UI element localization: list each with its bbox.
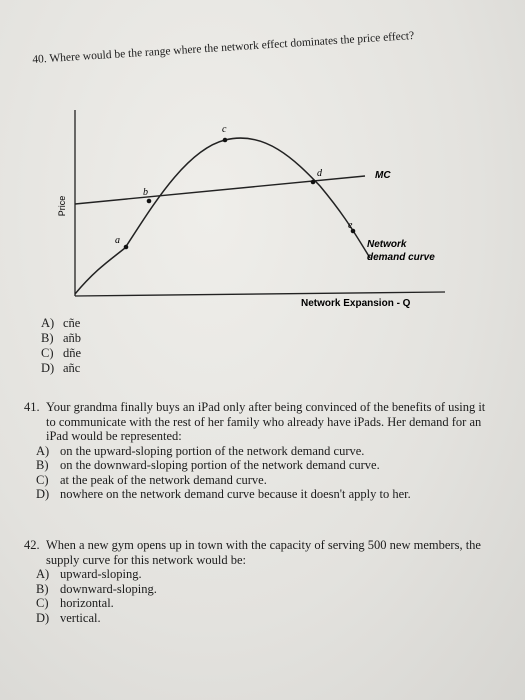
question-40-option-b[interactable] (41, 331, 81, 346)
question-42 (24, 538, 494, 625)
question-42-number: 42. (24, 538, 40, 552)
question-41-option-d[interactable] (36, 487, 494, 502)
option-text: horizontal. (60, 596, 114, 610)
point-a-label: a (115, 235, 120, 246)
point-d-label: d (317, 168, 322, 179)
question-41-option-b[interactable] (36, 458, 494, 473)
option-text: nowhere on the network demand curve because it doesn't apply to her. (60, 487, 411, 501)
chart-svg (55, 110, 475, 310)
question-42-prompt (24, 538, 494, 567)
point-d-marker (311, 180, 316, 185)
question-41-line-3: iPad would be represented: (46, 429, 182, 443)
option-letter: A) (36, 567, 50, 581)
question-41-line-2: to communicate with the rest of her family who already have iPads. Her demand for an (46, 414, 482, 429)
question-41 (24, 400, 494, 502)
question-41-text (46, 400, 494, 444)
question-42-text (46, 538, 494, 567)
question-42-option-c[interactable] (36, 596, 494, 611)
network-demand-curve (75, 138, 370, 294)
question-42-line-1: When a new gym opens up in town with the capacity of serving 500 new members, the (46, 538, 481, 552)
point-e-label: e (348, 220, 353, 231)
network-demand-chart (55, 110, 475, 310)
option-letter: D) (36, 610, 50, 625)
point-a-marker (124, 245, 129, 250)
question-40-prompt (32, 26, 472, 66)
option-letter: C) (36, 472, 49, 487)
option-letter: A) (36, 443, 50, 458)
point-b-label: b (143, 187, 148, 198)
question-40-option-a[interactable] (41, 316, 81, 331)
question-42-line-2: supply curve for this network would be: (46, 552, 246, 567)
option-text: downward-sloping. (60, 581, 157, 596)
point-c-marker (223, 138, 228, 143)
question-41-prompt (24, 400, 494, 444)
option-letter: D) (36, 487, 50, 501)
option-text: cñe (63, 316, 81, 330)
option-text: vertical. (60, 610, 101, 625)
question-41-line-1: Your grandma finally buys an iPad only after being convinced of the benefits of using it (46, 400, 486, 414)
question-40-text: Where would be the range where the network effect dominates the price effect? (49, 29, 415, 65)
option-letter: C) (36, 596, 49, 610)
option-text: on the downward-sloping portion of the network demand curve. (60, 458, 380, 472)
option-letter: C) (41, 346, 54, 360)
question-41-option-a[interactable] (36, 444, 494, 459)
option-letter: B) (36, 581, 49, 596)
question-42-option-a[interactable] (36, 567, 494, 582)
y-axis-label: Price (57, 195, 67, 217)
question-40-options (41, 316, 81, 376)
question-40-number: 40. (32, 53, 48, 66)
option-text: añb (63, 331, 82, 345)
x-axis-label: Network Expansion - Q (301, 298, 411, 309)
option-text: upward-sloping. (60, 567, 142, 581)
option-text: on the upward-sloping portion of the network demand curve. (60, 443, 365, 458)
option-text: at the peak of the network demand curve. (60, 472, 267, 487)
demand-label-line-1: Network (367, 239, 407, 250)
demand-label-line-2: demand curve (367, 252, 435, 263)
option-letter: B) (41, 331, 54, 345)
question-42-option-d[interactable] (36, 611, 494, 626)
question-42-option-b[interactable] (36, 582, 494, 597)
mc-label: MC (375, 170, 391, 181)
mc-line (75, 176, 365, 204)
point-b-marker (147, 199, 152, 204)
x-axis (75, 292, 445, 296)
point-c-label: c (222, 124, 227, 135)
option-letter: A) (41, 316, 55, 330)
option-letter: B) (36, 458, 49, 472)
option-letter: D) (41, 361, 55, 375)
question-40-option-d[interactable] (41, 361, 81, 376)
option-text: dñe (63, 346, 82, 360)
option-text: añc (63, 361, 81, 375)
question-41-option-c[interactable] (36, 473, 494, 488)
question-40-option-c[interactable] (41, 346, 81, 361)
question-41-number: 41. (24, 400, 40, 414)
